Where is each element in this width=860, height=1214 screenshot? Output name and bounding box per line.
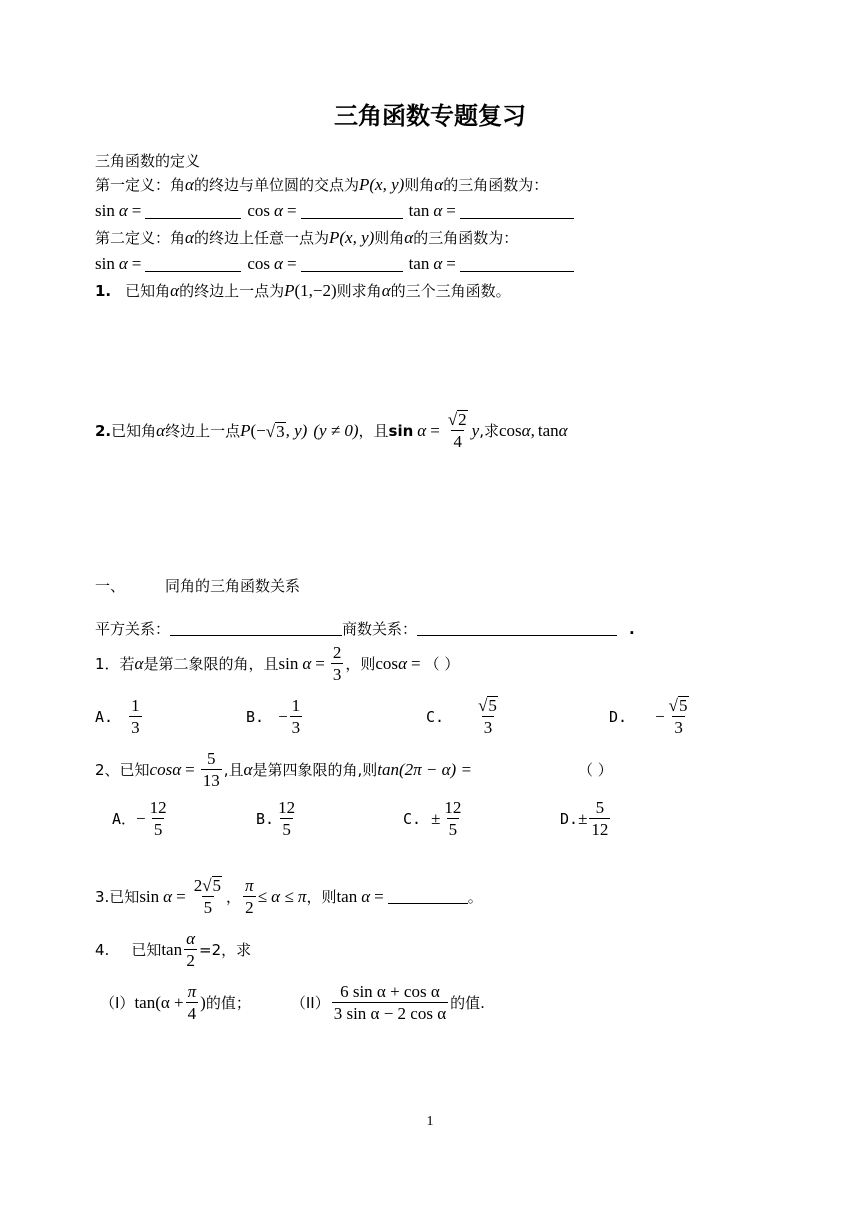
sign: ± xyxy=(431,808,441,828)
problem-1 xyxy=(95,643,459,684)
problem-number: 4. xyxy=(95,940,110,959)
p1-option-c[interactable] xyxy=(426,696,502,737)
alpha-symbol: α xyxy=(381,280,391,300)
fraction-expression xyxy=(332,982,448,1023)
alpha-symbol: α xyxy=(243,759,253,779)
equals: = xyxy=(286,201,297,220)
tan-argument: (2π − α) = xyxy=(398,759,472,779)
equals: = xyxy=(374,886,384,906)
separator: ， xyxy=(226,888,242,906)
text: 的终边与单位圆的交点为 xyxy=(193,176,359,194)
alpha-symbol: α xyxy=(118,254,128,273)
alpha-symbol: α xyxy=(521,420,531,440)
fraction-2sqrt5-over-5: 2 √ 5 5 xyxy=(193,876,222,917)
denominator: 4 xyxy=(453,432,462,451)
equals: = xyxy=(430,420,440,440)
tan-label: tan xyxy=(161,939,183,959)
option-label: B. xyxy=(246,707,265,726)
point-p: P xyxy=(358,174,370,194)
radicand: 3 xyxy=(276,421,285,441)
expression: tan(α + xyxy=(134,992,184,1012)
part-label: （II） xyxy=(290,994,330,1012)
fraction-2-over-3 xyxy=(331,643,344,684)
text: 则角 xyxy=(404,176,435,194)
question-number: 2. xyxy=(95,421,112,440)
sin-label: sin xyxy=(139,886,160,906)
page-number: 1 xyxy=(426,1114,434,1129)
p1-option-a[interactable] xyxy=(95,696,144,737)
denominator: 4 xyxy=(187,1004,197,1023)
alpha-symbol: α xyxy=(185,227,194,247)
equals: = xyxy=(446,254,456,273)
sin-label: sin xyxy=(278,653,299,673)
equals: = xyxy=(176,886,186,906)
text: 的三角函数为： xyxy=(413,229,519,247)
second-definition-blanks xyxy=(95,254,574,274)
text: 已知角 xyxy=(111,422,157,440)
equals: = xyxy=(131,254,142,273)
tan-answer-blank[interactable] xyxy=(460,257,574,272)
inequality: ≤ α ≤ π xyxy=(257,886,307,906)
cos-label: cos xyxy=(498,420,522,440)
p1-option-d[interactable] xyxy=(609,696,693,737)
second-definition xyxy=(95,227,518,248)
alpha-symbol: α xyxy=(163,886,173,906)
alpha-symbol: α xyxy=(185,174,194,194)
point-p: P xyxy=(240,420,251,440)
sin-answer-blank[interactable] xyxy=(145,204,241,219)
alpha-symbol: α xyxy=(302,653,312,673)
text: 已知角 xyxy=(125,282,171,300)
tan-label: tan xyxy=(537,420,559,440)
text: 的终边上任意一点为 xyxy=(193,229,329,247)
option-label: A． xyxy=(112,810,137,828)
text: ，且 xyxy=(358,422,389,440)
text: 的三角函数为： xyxy=(443,176,549,194)
period: 。 xyxy=(467,888,483,906)
point-coords-open: (− xyxy=(250,420,266,440)
sin-label: sin xyxy=(388,421,414,440)
sqrt-3: √ 3 xyxy=(265,421,285,441)
fraction-5-over-13 xyxy=(201,749,222,790)
sin-answer-blank[interactable] xyxy=(145,257,241,272)
denominator: 2 xyxy=(186,951,195,970)
denominator: 5 xyxy=(153,820,163,839)
numerator: 12 xyxy=(149,798,167,817)
text: ，则 xyxy=(345,655,376,673)
section-one-heading xyxy=(95,575,300,596)
numerator: π xyxy=(187,982,197,1001)
numerator: 2 xyxy=(332,643,342,662)
section-title: 同角的三角函数关系 xyxy=(165,577,301,595)
alpha-symbol: α xyxy=(170,280,180,300)
denominator: 3 xyxy=(332,665,342,684)
part-label: （I） xyxy=(100,994,135,1012)
denominator: 12 xyxy=(591,820,609,839)
numerator: 12 xyxy=(278,798,296,817)
text: 已知 xyxy=(131,941,162,959)
point-p: P xyxy=(328,227,340,247)
point-coords-close: , y) xyxy=(285,420,308,440)
numerator: 12 xyxy=(444,798,462,817)
problem-4 xyxy=(95,929,251,970)
quotient-relation-label: 商数关系： xyxy=(342,620,418,638)
tan-answer-blank[interactable] xyxy=(388,889,468,904)
radicand: 2 xyxy=(458,410,467,429)
period: . xyxy=(629,619,635,638)
option-fraction xyxy=(129,696,142,737)
p2-option-a[interactable] xyxy=(112,798,171,839)
first-definition-blanks xyxy=(95,201,574,221)
problem-number: 2、已知 xyxy=(95,761,150,779)
option-fraction xyxy=(276,798,297,839)
denominator: 2 xyxy=(245,898,254,917)
option-label: D. xyxy=(560,809,579,828)
denominator: 5 xyxy=(448,820,458,839)
point-coords: (1,−2) xyxy=(294,280,337,300)
alpha-symbol: α xyxy=(398,653,407,673)
alpha-symbol: α xyxy=(404,227,414,247)
text: ,求 xyxy=(479,422,499,440)
cos-label: cos xyxy=(149,759,173,779)
cos-label: cos xyxy=(247,254,271,273)
numerator: α xyxy=(186,929,196,948)
alpha-symbol: α xyxy=(558,420,568,440)
alpha-symbol: α xyxy=(274,254,283,273)
radicand: 5 xyxy=(212,876,222,895)
condition: (y ≠ 0) xyxy=(313,420,359,440)
option-fraction xyxy=(148,798,169,839)
text: =2，求 xyxy=(199,941,252,959)
numerator: 5 xyxy=(207,749,216,768)
text: 是第二象限的角，且 xyxy=(143,655,279,673)
option-label: A. xyxy=(95,707,114,726)
text: 的值. xyxy=(450,994,485,1012)
sin-label: sin xyxy=(95,254,115,273)
text: 则角 xyxy=(374,229,405,247)
comma: , xyxy=(530,420,535,440)
point-p: P xyxy=(284,280,295,300)
page-title: 三角函数专题复习 xyxy=(334,102,526,130)
first-definition xyxy=(95,174,548,195)
radicand: 5 xyxy=(679,696,688,715)
text: 的终边上一点为 xyxy=(179,282,285,300)
equals: = xyxy=(446,201,456,220)
point-coords: (x, y) xyxy=(339,227,375,247)
alpha-symbol: α xyxy=(134,653,144,673)
sin-label: sin xyxy=(95,201,115,220)
problem-number: 3.已知 xyxy=(95,888,140,906)
numerator: 1 xyxy=(291,696,301,715)
denominator: 3 xyxy=(674,718,683,737)
cos-answer-blank[interactable] xyxy=(301,257,403,272)
fraction-pi-over-2 xyxy=(243,876,256,917)
answer-paren: （ ） xyxy=(424,655,460,673)
option-fraction xyxy=(290,696,303,737)
point-coords: (x, y) xyxy=(369,174,405,194)
fraction-pi-over-4 xyxy=(186,982,199,1023)
alpha-symbol: α xyxy=(156,420,166,440)
sign: − xyxy=(655,706,665,726)
numerator: 5 xyxy=(595,798,605,817)
option-fraction xyxy=(589,798,610,839)
alpha-symbol: α xyxy=(274,201,283,220)
close-paren: ) xyxy=(200,992,206,1012)
tan-label: tan xyxy=(408,201,430,220)
tan-answer-blank[interactable] xyxy=(460,204,574,219)
text: ,且 xyxy=(223,761,244,779)
sign: − xyxy=(136,808,146,828)
tan-label: tan xyxy=(408,254,430,273)
problem-number: 1．若 xyxy=(95,655,135,673)
option-fraction xyxy=(442,798,463,839)
numerator: 6 sin α + cos α xyxy=(340,982,440,1001)
alpha-symbol: α xyxy=(433,201,443,220)
coefficient: 2 xyxy=(193,876,203,895)
fraction-sqrt2-over-4: √ 2 4 xyxy=(447,410,467,451)
option-label: B. xyxy=(256,809,275,828)
tan-label: tan xyxy=(336,886,358,906)
option-label: D. xyxy=(609,707,628,726)
p2-option-c[interactable] xyxy=(403,798,465,839)
text: 第一定义：角 xyxy=(95,176,186,194)
question-1 xyxy=(95,280,511,301)
cos-label: cos xyxy=(375,653,399,673)
option-fraction: √ 5 3 xyxy=(478,696,497,737)
equals: = xyxy=(185,759,195,779)
denominator: 13 xyxy=(202,771,220,790)
cos-answer-blank[interactable] xyxy=(301,204,403,219)
text: 终边上一点 xyxy=(165,422,241,440)
p2-option-d[interactable] xyxy=(560,798,612,839)
equals: = xyxy=(131,201,142,220)
text: 是第四象限的角,则 xyxy=(252,761,378,779)
p2-option-b[interactable] xyxy=(256,798,299,839)
square-relation-label: 平方关系： xyxy=(95,620,171,638)
square-relation-blank[interactable] xyxy=(170,621,342,636)
option-label: C. xyxy=(426,707,445,726)
denominator: 3 xyxy=(483,718,493,737)
radicand: 5 xyxy=(488,696,497,715)
problem-3 xyxy=(95,876,483,917)
alpha-symbol: α xyxy=(434,174,444,194)
denominator: 5 xyxy=(282,820,291,839)
var-y: y xyxy=(471,420,480,440)
question-number: 1. xyxy=(95,281,112,300)
text: 第二定义：角 xyxy=(95,229,186,247)
section-definition-heading: 三角函数的定义 xyxy=(95,152,201,170)
problem-4-parts xyxy=(100,982,485,1023)
option-label: C. xyxy=(403,809,422,828)
option-fraction: √ 5 3 xyxy=(668,696,688,737)
alpha-symbol: α xyxy=(172,759,182,779)
section-number: 一、 xyxy=(95,577,126,595)
alpha-symbol: α xyxy=(433,254,443,273)
equals: = xyxy=(286,254,297,273)
answer-paren: （ ） xyxy=(577,761,613,779)
denominator: 5 xyxy=(203,898,213,917)
cos-label: cos xyxy=(247,201,271,220)
text: 的三个三角函数。 xyxy=(390,282,511,300)
denominator: 3 xyxy=(131,718,140,737)
text: 则求角 xyxy=(336,282,382,300)
numerator: 1 xyxy=(131,696,140,715)
denominator: 3 xyxy=(291,718,301,737)
question-2 xyxy=(95,410,568,451)
quotient-relation-blank[interactable] xyxy=(417,621,617,636)
problem-2 xyxy=(95,749,613,790)
alpha-symbol: α xyxy=(118,201,128,220)
text: 的值； xyxy=(205,994,251,1012)
sign: − xyxy=(278,706,288,726)
alpha-symbol: α xyxy=(361,886,371,906)
numerator: π xyxy=(245,876,254,895)
denominator: 3 sin α − 2 cos α xyxy=(333,1004,447,1023)
equals: = xyxy=(411,653,421,673)
text: ，则 xyxy=(306,888,337,906)
equals: = xyxy=(315,653,325,673)
relations-line xyxy=(95,618,635,639)
fraction-alpha-over-2 xyxy=(184,929,197,970)
p1-option-b[interactable] xyxy=(246,696,304,737)
sign: ± xyxy=(578,808,588,828)
alpha-symbol: α xyxy=(417,420,427,440)
tan-label: tan xyxy=(377,759,399,779)
